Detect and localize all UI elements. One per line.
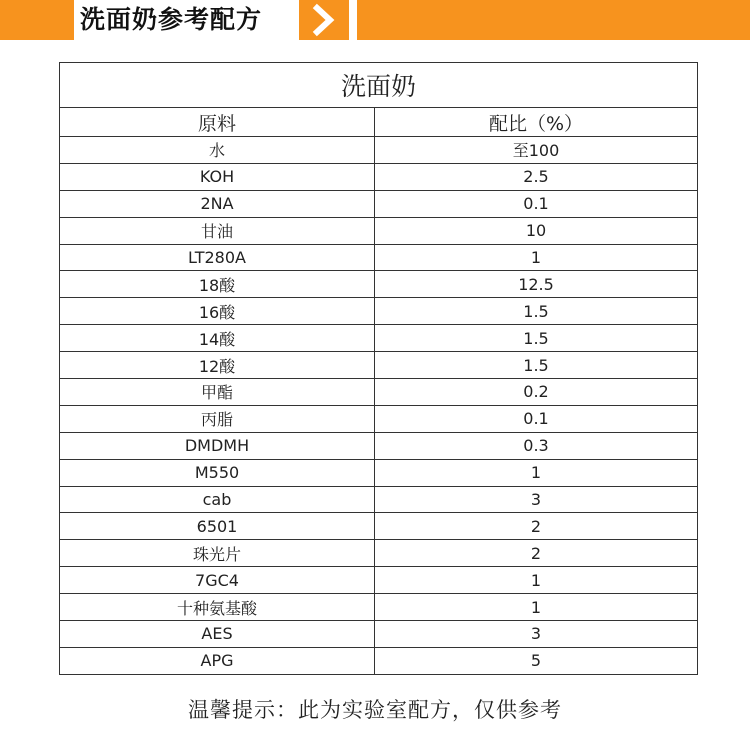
table-row <box>60 379 698 406</box>
page-title: 洗面奶参考配方 <box>80 5 263 34</box>
table-row <box>60 190 698 217</box>
formula-table-container <box>59 62 697 675</box>
table-row <box>60 352 698 379</box>
ratio-cell: 1 <box>375 567 698 594</box>
ratio-cell: 12.5 <box>375 271 698 298</box>
ratio-cell: 1 <box>375 459 698 486</box>
ingredient-cell: 7GC4 <box>60 567 375 594</box>
table-row <box>60 163 698 190</box>
ingredient-cell: 丙脂 <box>60 405 375 432</box>
ratio-cell: 1 <box>375 244 698 271</box>
table-body <box>60 137 698 675</box>
table-row <box>60 567 698 594</box>
ingredient-cell: 2NA <box>60 190 375 217</box>
ingredient-cell: 十种氨基酸 <box>60 594 375 621</box>
ratio-cell: 2 <box>375 513 698 540</box>
ratio-cell: 0.1 <box>375 190 698 217</box>
table-title: 洗面奶 <box>60 63 698 108</box>
footer-note: 温馨提示：此为实验室配方，仅供参考 <box>188 698 562 722</box>
ratio-cell: 10 <box>375 217 698 244</box>
table-row <box>60 217 698 244</box>
table-row <box>60 137 698 164</box>
ingredient-cell: DMDMH <box>60 432 375 459</box>
ratio-cell: 1.5 <box>375 325 698 352</box>
table-row <box>60 513 698 540</box>
ratio-cell: 2 <box>375 540 698 567</box>
ratio-cell: 至100 <box>375 137 698 164</box>
ingredient-cell: KOH <box>60 163 375 190</box>
table-row <box>60 405 698 432</box>
ratio-cell: 3 <box>375 621 698 648</box>
header-banner <box>0 0 750 40</box>
ingredient-cell: 14酸 <box>60 325 375 352</box>
banner-accent-left <box>0 0 74 40</box>
ingredient-cell: 水 <box>60 137 375 164</box>
ingredient-cell: 12酸 <box>60 352 375 379</box>
table-row <box>60 298 698 325</box>
ratio-cell: 2.5 <box>375 163 698 190</box>
ratio-cell: 0.2 <box>375 379 698 406</box>
table-row <box>60 271 698 298</box>
ingredient-cell: cab <box>60 486 375 513</box>
ingredient-cell: 6501 <box>60 513 375 540</box>
table-row <box>60 647 698 674</box>
ingredient-cell: 18酸 <box>60 271 375 298</box>
chevron-right-icon <box>299 0 349 40</box>
ratio-cell: 3 <box>375 486 698 513</box>
table-header-row <box>60 108 698 137</box>
table-row <box>60 459 698 486</box>
ingredient-cell: AES <box>60 621 375 648</box>
table-row <box>60 486 698 513</box>
ratio-cell: 1.5 <box>375 352 698 379</box>
table-row <box>60 432 698 459</box>
ingredient-cell: 甲酯 <box>60 379 375 406</box>
column-header-ratio: 配比（%） <box>375 108 698 137</box>
table-row <box>60 244 698 271</box>
ratio-cell: 1 <box>375 594 698 621</box>
ingredient-cell: M550 <box>60 459 375 486</box>
ingredient-cell: 16酸 <box>60 298 375 325</box>
ratio-cell: 1.5 <box>375 298 698 325</box>
table-title-row <box>60 63 698 108</box>
column-header-ingredient: 原料 <box>60 108 375 137</box>
ratio-cell: 5 <box>375 647 698 674</box>
formula-table <box>59 62 698 675</box>
ingredient-cell: 珠光片 <box>60 540 375 567</box>
table-row <box>60 325 698 352</box>
ingredient-cell: APG <box>60 647 375 674</box>
ratio-cell: 0.1 <box>375 405 698 432</box>
ratio-cell: 0.3 <box>375 432 698 459</box>
ingredient-cell: 甘油 <box>60 217 375 244</box>
ingredient-cell: LT280A <box>60 244 375 271</box>
banner-accent-right <box>357 0 750 40</box>
table-row <box>60 594 698 621</box>
table-row <box>60 540 698 567</box>
table-row <box>60 621 698 648</box>
